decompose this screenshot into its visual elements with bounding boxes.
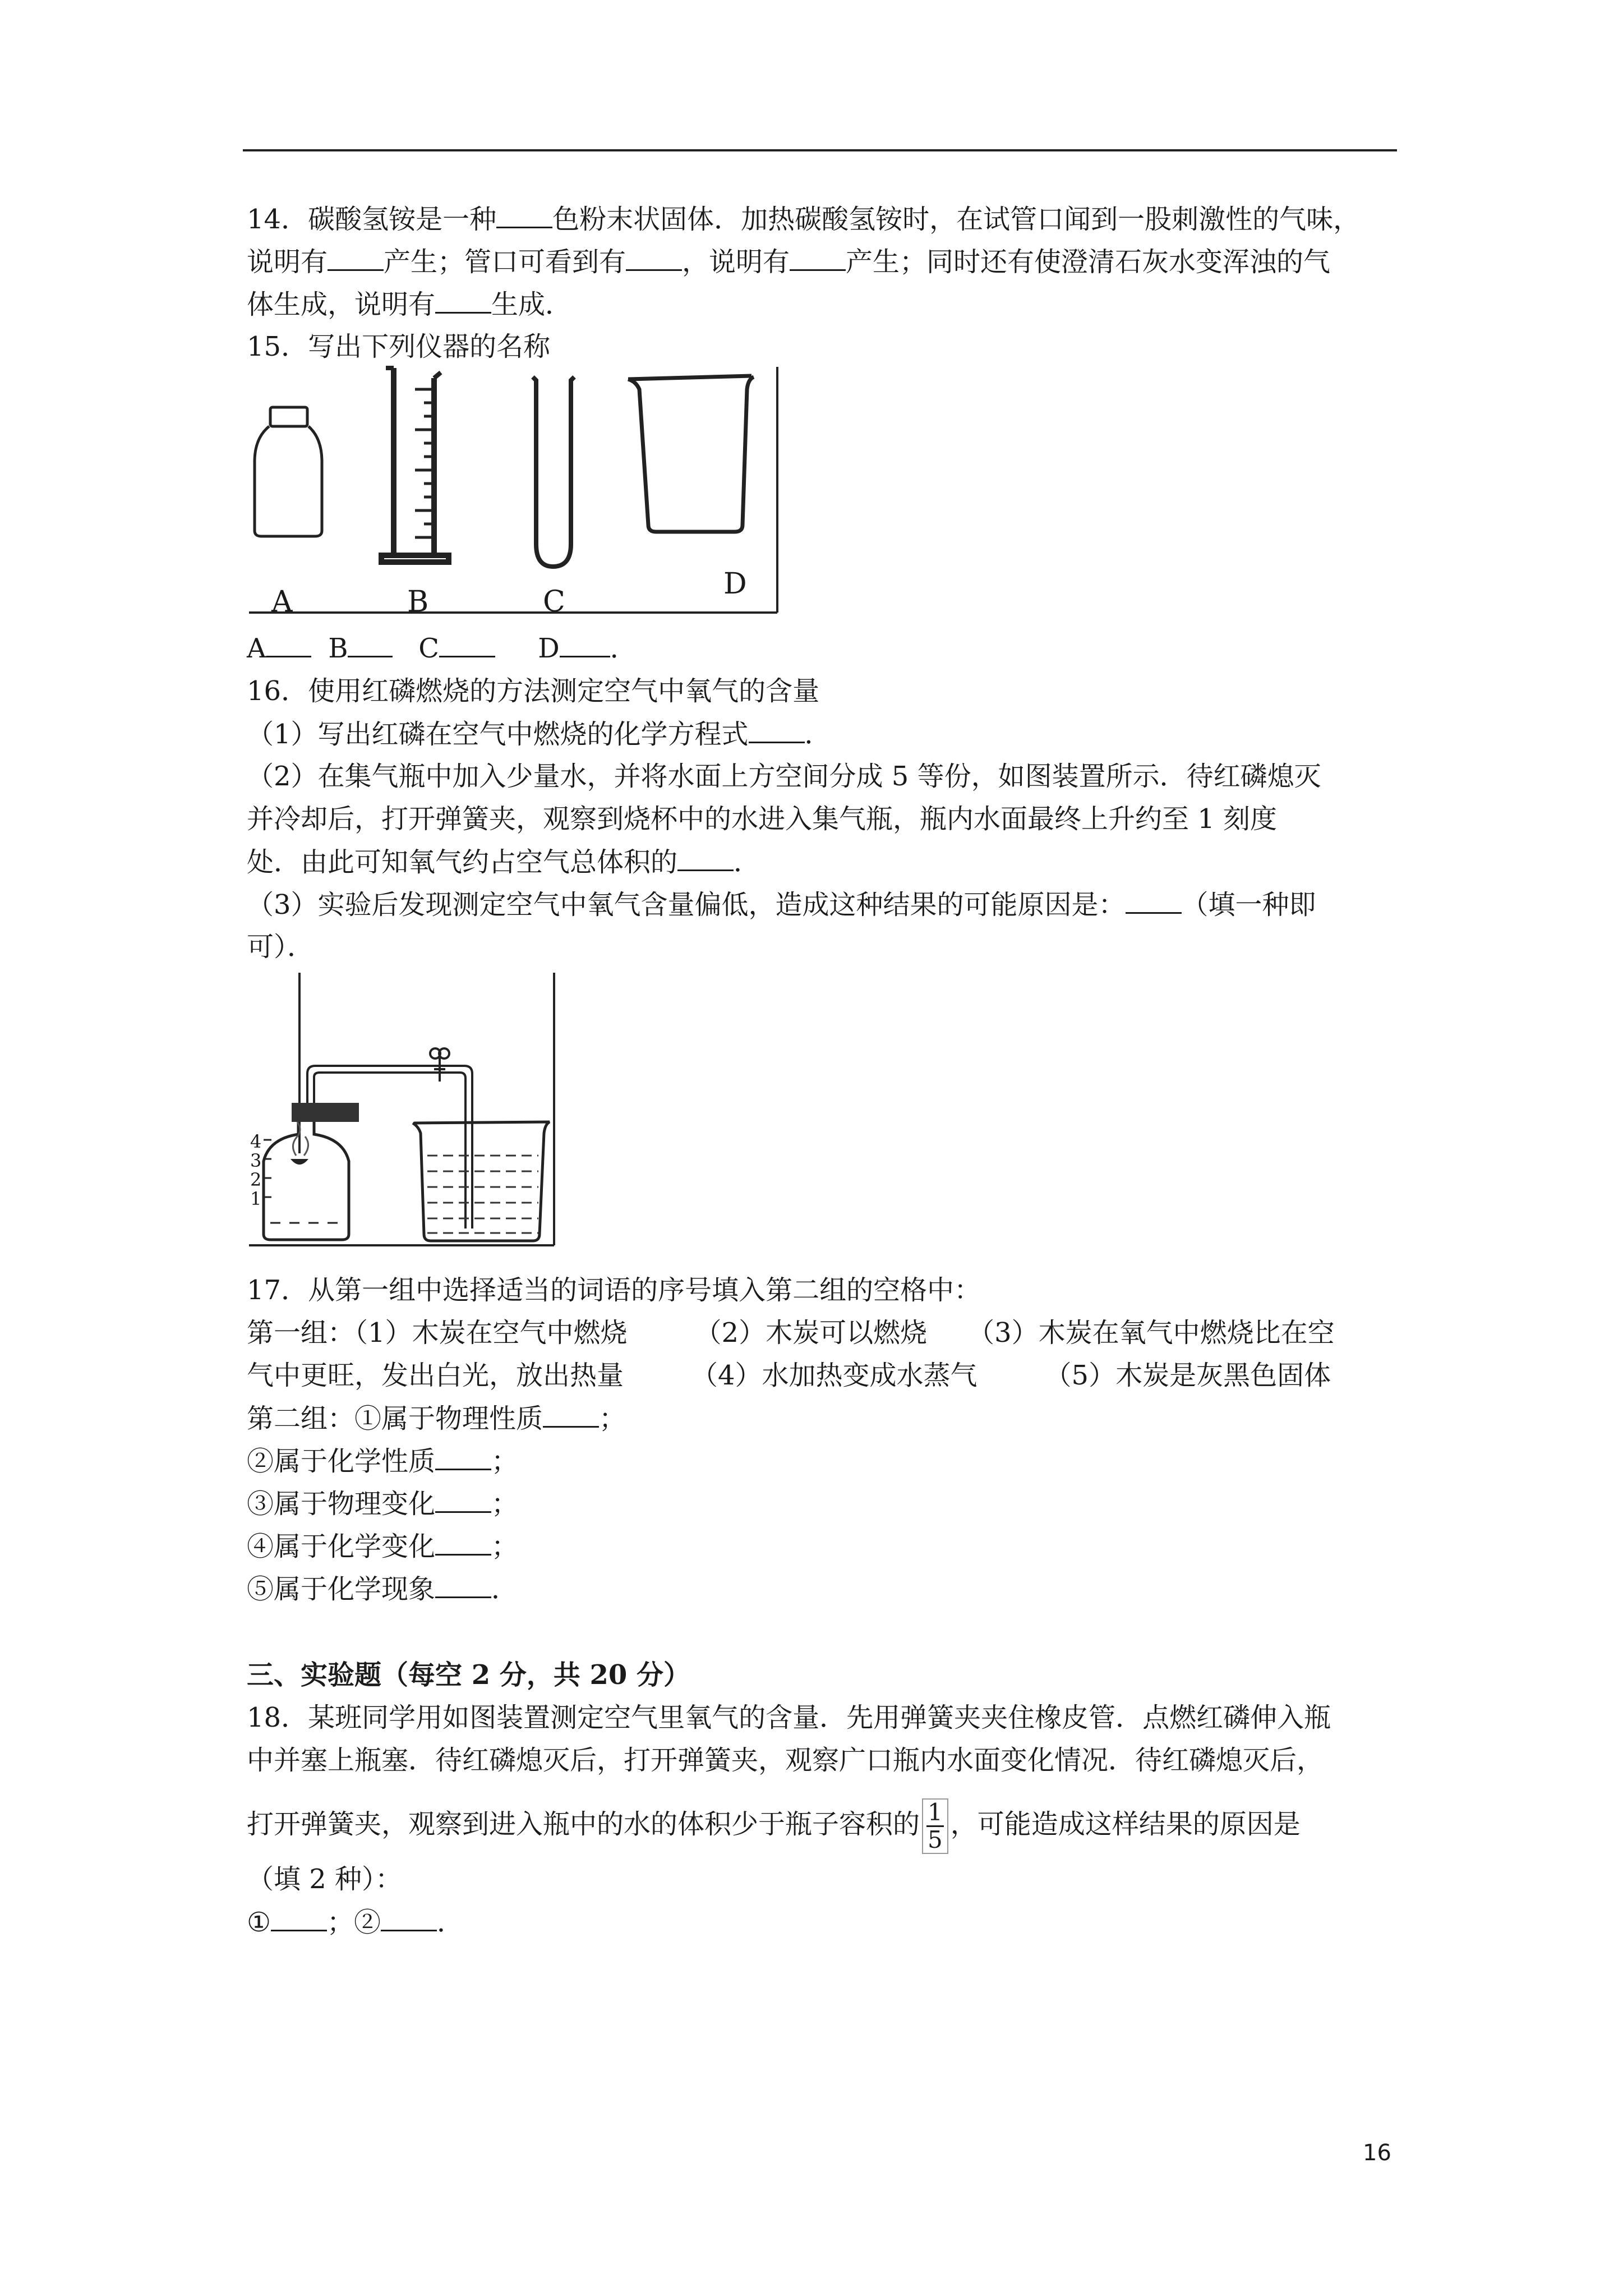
answer-blank[interactable] bbox=[271, 1905, 327, 1931]
answer-blank[interactable] bbox=[266, 631, 311, 657]
q18-text: ；② bbox=[327, 1907, 381, 1938]
q17-text: ． bbox=[491, 1573, 519, 1605]
q17-group-1-line-1: 第一组：（1）木炭在空气中燃烧 （2）木炭可以燃烧 （3）木炭在氧气中燃烧比在空 bbox=[247, 1317, 1335, 1349]
q14-line-3 bbox=[247, 287, 1402, 321]
answer-blank[interactable] bbox=[626, 245, 682, 271]
q14-text: ，说明有 bbox=[682, 246, 790, 278]
answer-blank[interactable] bbox=[790, 245, 846, 271]
q16-part-1 bbox=[247, 717, 1402, 751]
q17-text: ②属于化学性质 bbox=[247, 1446, 436, 1477]
instrument-label: A bbox=[271, 585, 293, 614]
q14-text: 产生；同时还有使澄清石灰水变浑浊的气 bbox=[846, 246, 1331, 278]
q15-text: C bbox=[418, 633, 439, 664]
q18-text: ． bbox=[437, 1907, 464, 1938]
answer-blank[interactable] bbox=[348, 631, 393, 657]
q14-text: 生成． bbox=[491, 289, 573, 320]
q18-line-4: （填 2 种）： bbox=[247, 1864, 403, 1895]
beaker-icon bbox=[413, 1122, 550, 1241]
scale-mark: 4 bbox=[250, 1131, 262, 1152]
instrument-label: C bbox=[543, 585, 565, 614]
section-title: 三、实验题（每空 2 分，共 20 分） bbox=[247, 1659, 691, 1691]
q15-answers bbox=[247, 631, 1402, 665]
q18-line-1: 18．某班同学用如图装置测定空气里氧气的含量．先用弹簧夹夹住橡皮管．点燃红磷伸入瓶 bbox=[247, 1702, 1331, 1733]
q17-text: ； bbox=[491, 1446, 519, 1477]
q16-text: 处．由此可知氧气约占空气总体积的 bbox=[247, 846, 678, 878]
q16-prompt: 16．使用红磷燃烧的方法测定空气中氧气的含量 bbox=[247, 675, 820, 707]
q17-group-2-item-2 bbox=[247, 1444, 1402, 1478]
reagent-bottle-icon bbox=[255, 407, 322, 536]
fraction-numerator: 1 bbox=[928, 1798, 943, 1826]
rubber-tube-icon bbox=[307, 1066, 472, 1228]
q17-text: ⑤属于化学现象 bbox=[247, 1573, 436, 1605]
q16-part-3-line-1 bbox=[247, 887, 1402, 922]
q18-text: ① bbox=[247, 1907, 271, 1938]
header-rule bbox=[243, 149, 1397, 151]
q18-line-3 bbox=[247, 1798, 1402, 1854]
q16-part-2-line-1: （2）在集气瓶中加入少量水，并将水面上方空间分成 5 等份，如图装置所示．待红磷熄灭 bbox=[247, 761, 1321, 792]
q15-text: D bbox=[538, 633, 560, 664]
q17-prompt: 17．从第一组中选择适当的词语的序号填入第二组的空格中： bbox=[247, 1274, 981, 1306]
q17-group-1-line-2: 气中更旺，发出白光，放出热量 （4）水加热变成水蒸气 （5）木炭是灰黑色固体 bbox=[247, 1360, 1331, 1391]
stopper-icon bbox=[292, 1103, 359, 1122]
q17-text: ； bbox=[599, 1403, 626, 1434]
test-tube-icon bbox=[533, 377, 574, 567]
q14-text: 说明有 bbox=[247, 246, 328, 278]
q15-text: ． bbox=[610, 633, 637, 664]
q17-text: ； bbox=[491, 1488, 519, 1520]
q17-text: ④属于化学变化 bbox=[247, 1531, 436, 1562]
answer-blank[interactable] bbox=[1126, 887, 1182, 914]
q14-text: 体生成，说明有 bbox=[247, 289, 436, 320]
scale-mark: 2 bbox=[250, 1169, 262, 1190]
answer-blank[interactable] bbox=[381, 1905, 437, 1931]
answer-blank[interactable] bbox=[435, 287, 491, 314]
instrument-label: D bbox=[723, 567, 747, 601]
q16-text: （填一种即 bbox=[1181, 889, 1316, 921]
q15-text: A bbox=[247, 633, 266, 664]
q14-line-1 bbox=[247, 202, 1402, 236]
oxygen-apparatus-figure bbox=[247, 970, 561, 1251]
q17-text: ③属于物理变化 bbox=[247, 1488, 436, 1520]
q17-group-2-item-1 bbox=[247, 1401, 1402, 1435]
answer-blank[interactable] bbox=[435, 1529, 491, 1556]
answer-blank[interactable] bbox=[496, 202, 552, 228]
q17-group-2-item-5 bbox=[247, 1572, 1402, 1606]
q17-group-2-item-3 bbox=[247, 1487, 1402, 1521]
q14-text: 色粉末状固体．加热碳酸氢铵时，在试管口闻到一股刺激性的气味， bbox=[552, 204, 1361, 235]
answer-blank[interactable] bbox=[749, 717, 805, 743]
fraction bbox=[922, 1798, 948, 1854]
q16-part-3-line-2: 可）． bbox=[247, 931, 315, 963]
scale-mark: 3 bbox=[250, 1150, 262, 1171]
answer-blank[interactable] bbox=[439, 631, 495, 657]
q15-text: B bbox=[328, 633, 348, 664]
q18-line-2: 中并塞上瓶塞．待红磷熄灭后，打开弹簧夹，观察广口瓶内水面变化情况．待红磷熄灭后， bbox=[247, 1745, 1324, 1776]
beaker-icon bbox=[628, 376, 754, 532]
answer-blank[interactable] bbox=[328, 245, 384, 271]
q18-text: ，可能造成这样结果的原因是 bbox=[950, 1809, 1301, 1840]
q16-text: ． bbox=[734, 846, 761, 878]
answer-blank[interactable] bbox=[435, 1572, 491, 1598]
q17-group-2-item-4 bbox=[247, 1529, 1402, 1563]
q16-text: （1）写出红磷在空气中燃烧的化学方程式 bbox=[247, 719, 749, 750]
red-phosphorus-icon bbox=[291, 1159, 308, 1165]
q17-text: ； bbox=[491, 1531, 519, 1562]
fraction-denominator: 5 bbox=[928, 1826, 943, 1853]
q16-text: ． bbox=[804, 719, 832, 750]
answer-blank[interactable] bbox=[435, 1487, 491, 1513]
q17-text: 第二组：①属于物理性质 bbox=[247, 1403, 543, 1434]
answer-blank[interactable] bbox=[543, 1401, 599, 1428]
q16-text: （3）实验后发现测定空气中氧气含量偏低，造成这种结果的可能原因是： bbox=[247, 889, 1126, 921]
instrument-label: B bbox=[407, 585, 429, 614]
q14-line-2 bbox=[247, 245, 1402, 279]
answer-blank[interactable] bbox=[435, 1444, 491, 1470]
q16-part-2-line-2: 并冷却后，打开弹簧夹，观察到烧杯中的水进入集气瓶，瓶内水面最终上升约至 1 刻度 bbox=[247, 803, 1278, 835]
q18-answers bbox=[247, 1905, 1402, 1939]
beaker-water bbox=[427, 1156, 538, 1233]
answer-blank[interactable] bbox=[560, 631, 610, 657]
scale-mark: 1 bbox=[250, 1188, 262, 1209]
answer-blank[interactable] bbox=[677, 845, 734, 871]
page-number: 16 bbox=[1363, 2140, 1391, 2166]
q15-prompt: 15．写出下列仪器的名称 bbox=[247, 331, 551, 362]
q14-text: 产生；管口可看到有 bbox=[384, 246, 626, 278]
q14-text: 14．碳酸氢铵是一种 bbox=[247, 204, 497, 235]
instrument-figure bbox=[247, 365, 785, 614]
graduated-cylinder-icon bbox=[381, 368, 449, 562]
q16-part-2-line-3 bbox=[247, 845, 1402, 879]
q18-text: 打开弹簧夹，观察到进入瓶中的水的体积少于瓶子容积的 bbox=[247, 1809, 920, 1840]
